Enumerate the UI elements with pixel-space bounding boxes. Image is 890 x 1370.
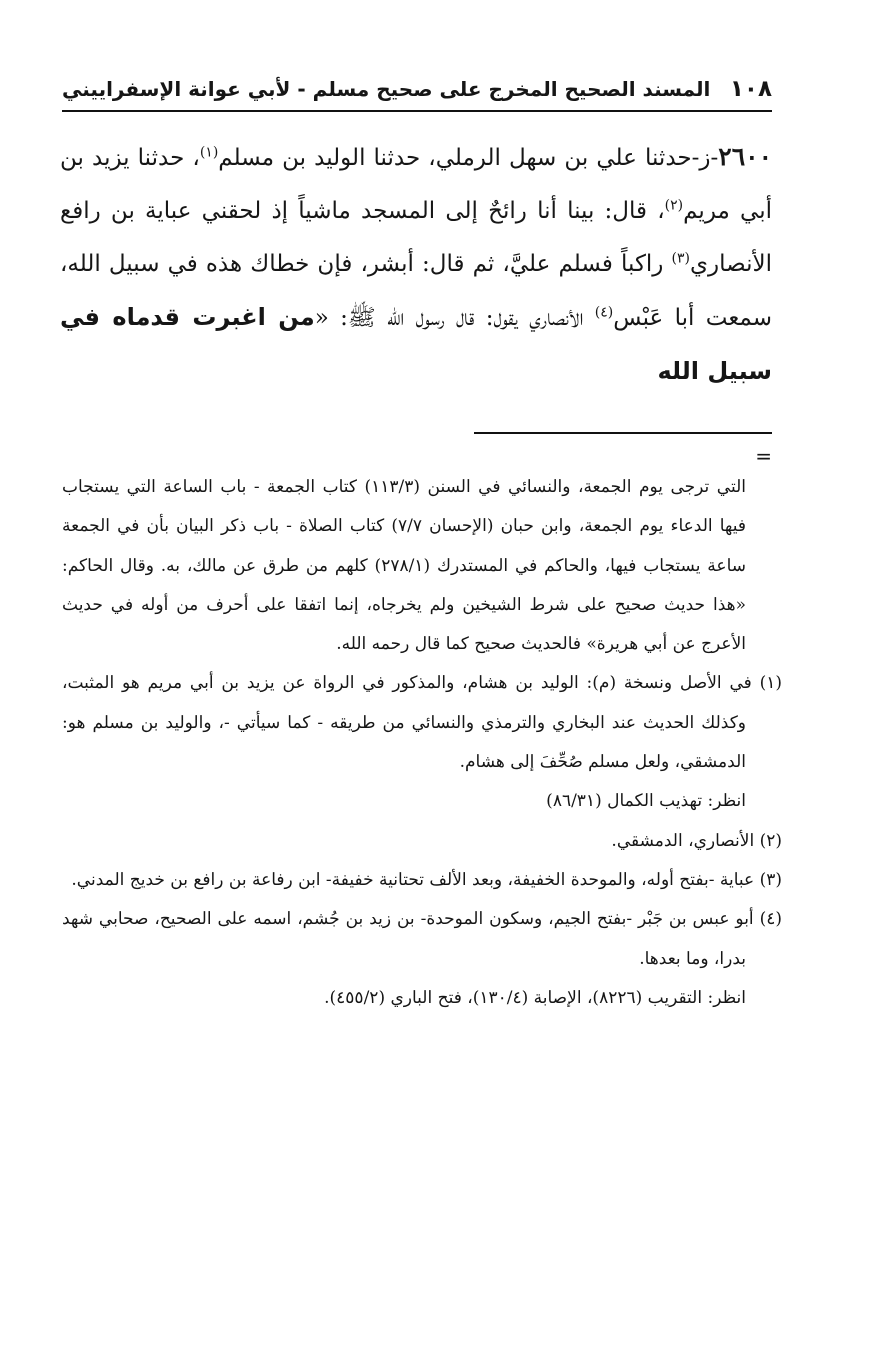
footnote-3: (٣) عباية -بفتح أوله، والموحدة الخفيفة، وبعد الألف تحتانية خفيفة- ابن رفاعة بن رافع بن خديج المدني.: [71, 869, 782, 890]
footnote-2: (٢) الأنصاري، الدمشقي.: [611, 830, 782, 851]
footnote-4: (٤) أبو عبس بن جَبْر -بفتح الجيم، وسكون الموحدة- بن زيد بن جُشم، اسمه على الصحيح، صحابي شهد بدرا، وما بعدها.: [62, 909, 782, 969]
hadith-text-segment: راكباً فسلم عليَّ، ثم قال: أبشر، فإن خطاك هذه في سبيل الله، سمعت أبا عَبْس: [60, 251, 772, 331]
hadith-text: [60, 130, 772, 399]
footnotes: [62, 468, 782, 1018]
book-title: المسند الصحيح المخرج على صحيح مسلم - لأبي عوانة الإسفراييني: [62, 77, 711, 101]
hadith-text-segment: -ز-حدثنا علي بن سهل الرملي، حدثنا الوليد بن مسلم: [218, 145, 719, 171]
footnote-4-reference: انظر: التقريب (٨٢٢٦)، الإصابة (١٣٠/٤)، فتح الباري (٤٥٥/٢).: [324, 987, 746, 1008]
footnote-1-reference: انظر: تهذيب الكمال (٨٦/٣١): [546, 791, 746, 812]
footnote-ref-2: (٢): [664, 197, 684, 214]
page-number: ١٠٨: [729, 76, 772, 102]
footnote-continuation: التي ترجى يوم الجمعة، والنسائي في السنن (١١٣/٣) كتاب الجمعة - باب الساعة التي يستجاب فيها الدعاء يوم الجمعة، وابن حبان (الإحسان ٧/٧) كتاب الصلاة - باب ذكر البيان بأن في الجمعة ساعة يستجاب فيها، والحاكم في المستدرك (٢٧٨/١) كلهم من طرق عن مالك، به. وقال الحاكم: «هذا حديث صحيح على شرط الشيخين ولم يخرجاه، إنما اتفقا على أحرف من أوله في حديث الأعرج عن أبي هريرة» فالحديث صحيح كما قال رحمه الله.: [62, 477, 746, 655]
hadith-number: ٢٦٠٠: [718, 142, 772, 171]
footnote-ref-4: (٤): [594, 304, 614, 321]
running-header: [62, 72, 772, 106]
footnotes-divider: [474, 432, 772, 434]
footnote-1: (١) في الأصل ونسخة (م): الوليد بن هشام، والمذكور في الرواة عن يزيد بن أبي مريم هو المثبت، وكذلك الحديث عند البخاري والترمذي والنسائي من طريقه - كما سيأتي -، والوليد بن مسلم هو: الدمشقي، ولعل مسلم صُحِّفَ إلى هشام.: [62, 673, 782, 773]
continuation-mark: =: [755, 444, 772, 468]
footnote-ref-1: (١): [199, 144, 219, 161]
prophetic-quote: من اغبرت قدماه في سبيل الله: [60, 303, 772, 385]
hadith-text-segment: ، حدثنا يزيد بن أبي مريم: [60, 145, 772, 224]
hadith-text-segment: الأنصاري يقول: قال رسول الله ﷺ: «: [314, 305, 595, 331]
footnote-ref-3: (٣): [671, 250, 691, 267]
header-divider: [62, 110, 772, 112]
hadith-text-segment: ، قال: بينا أنا رائحٌ إلى المسجد ماشياً إذ لحقني عباية بن رافع الأنصاري: [60, 198, 772, 277]
